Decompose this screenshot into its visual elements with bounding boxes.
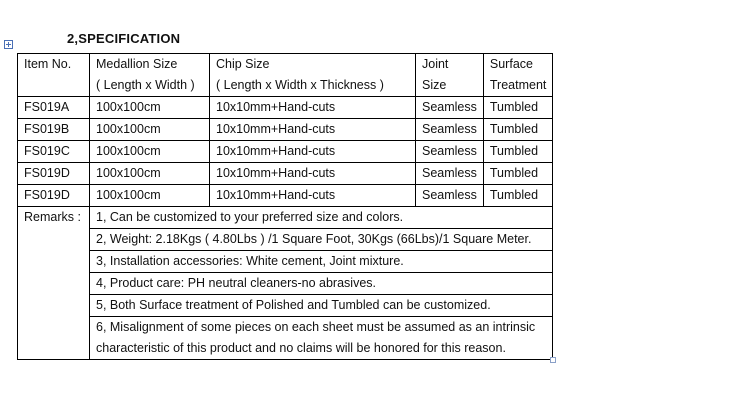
cell-medallion: 100x100cm	[90, 141, 210, 163]
cell-surface: Tumbled	[483, 119, 553, 141]
table-move-handle-icon[interactable]	[4, 40, 13, 49]
table-row	[18, 141, 553, 163]
table-row	[18, 119, 553, 141]
header-surface: Surface	[483, 54, 553, 76]
remark-item-line2: characteristic of this product and no claims will be honored for this reason.	[96, 341, 506, 355]
cell-medallion: 100x100cm	[90, 185, 210, 207]
cell-chip: 10x10mm+Hand-cuts	[210, 163, 416, 185]
cell-item: FS019D	[18, 185, 90, 207]
table-resize-handle-icon[interactable]	[550, 357, 556, 363]
section-title: 2,SPECIFICATION	[67, 31, 181, 46]
remark-row	[18, 229, 553, 251]
cell-item: FS019D	[18, 163, 90, 185]
cell-surface: Tumbled	[483, 141, 553, 163]
cell-medallion: 100x100cm	[90, 97, 210, 119]
remark-item: 2, Weight: 2.18Kgs ( 4.80Lbs ) /1 Square Foot, 30Kgs (66Lbs)/1 Square Meter.	[90, 229, 553, 251]
remark-item: 1, Can be customized to your preferred size and colors.	[90, 207, 553, 229]
table-row	[18, 97, 553, 119]
header-chip-size: Chip Size	[210, 54, 416, 76]
remark-item: 5, Both Surface treatment of Polished and Tumbled can be customized.	[90, 295, 553, 317]
header-item-no: Item No.	[18, 54, 90, 97]
remark-item: 3, Installation accessories: White cement, Joint mixture.	[90, 251, 553, 273]
cell-joint: Seamless	[416, 119, 484, 141]
header-joint-sub: Size	[416, 75, 484, 97]
cell-joint: Seamless	[416, 163, 484, 185]
remark-item-line1: 6, Misalignment of some pieces on each sheet must be assumed as an intrinsic	[96, 320, 536, 334]
cell-surface: Tumbled	[483, 97, 553, 119]
remark-item: 4, Product care: PH neutral cleaners-no abrasives.	[90, 273, 553, 295]
remark-row	[18, 273, 553, 295]
header-joint: Joint	[416, 54, 484, 76]
cell-item: FS019A	[18, 97, 90, 119]
table-header-row	[18, 54, 553, 76]
table-row	[18, 185, 553, 207]
specification-table	[17, 53, 553, 360]
header-medallion-size-sub: ( Length x Width )	[90, 75, 210, 97]
cell-chip: 10x10mm+Hand-cuts	[210, 141, 416, 163]
remark-item-multiline	[90, 317, 553, 360]
header-medallion-size: Medallion Size	[90, 54, 210, 76]
cell-joint: Seamless	[416, 97, 484, 119]
cell-surface: Tumbled	[483, 185, 553, 207]
remarks-label: Remarks :	[18, 207, 90, 360]
cell-medallion: 100x100cm	[90, 119, 210, 141]
cell-surface: Tumbled	[483, 163, 553, 185]
cell-medallion: 100x100cm	[90, 163, 210, 185]
cell-chip: 10x10mm+Hand-cuts	[210, 185, 416, 207]
table-row	[18, 163, 553, 185]
cell-chip: 10x10mm+Hand-cuts	[210, 97, 416, 119]
remark-row	[18, 251, 553, 273]
cell-joint: Seamless	[416, 185, 484, 207]
cell-item: FS019B	[18, 119, 90, 141]
header-surface-sub: Treatment	[483, 75, 553, 97]
table-header-subrow	[18, 75, 553, 97]
cell-item: FS019C	[18, 141, 90, 163]
remark-row	[18, 207, 553, 229]
cell-chip: 10x10mm+Hand-cuts	[210, 119, 416, 141]
remark-row	[18, 317, 553, 360]
cell-joint: Seamless	[416, 141, 484, 163]
header-chip-size-sub: ( Length x Width x Thickness )	[210, 75, 416, 97]
remark-row	[18, 295, 553, 317]
